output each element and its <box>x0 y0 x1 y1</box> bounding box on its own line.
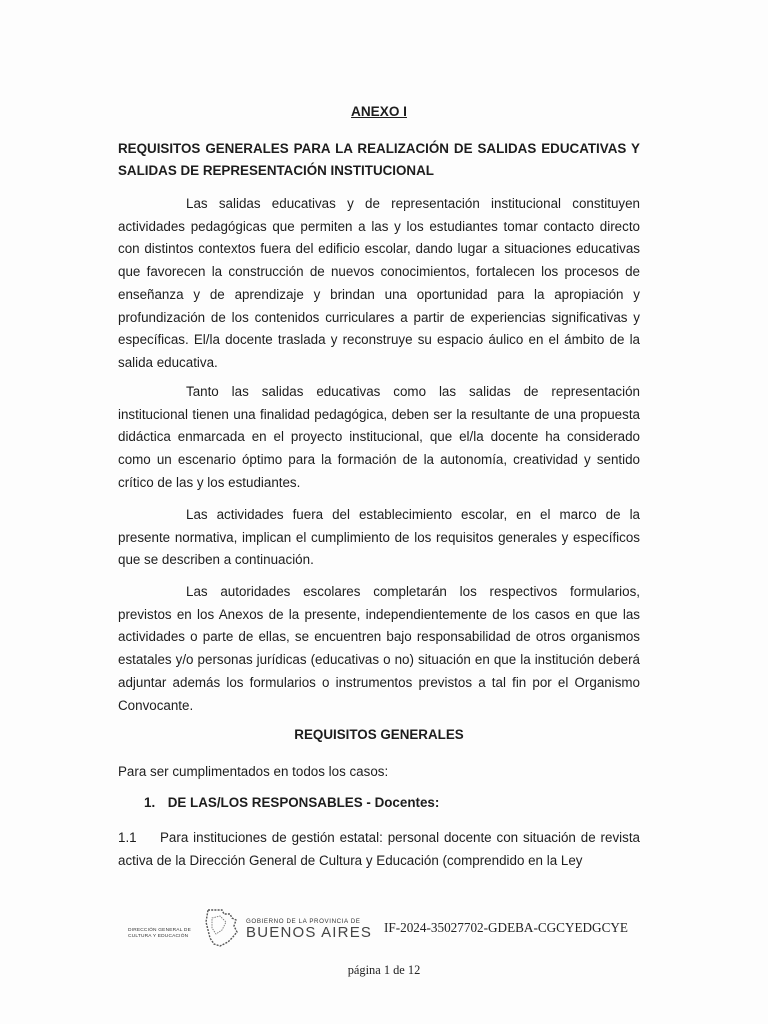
section-heading: REQUISITOS GENERALES <box>294 727 464 742</box>
document-subtitle: REQUISITOS GENERALES PARA LA REALIZACIÓN DE SALIDAS EDUCATIVAS Y SALIDAS DE REPRESENTACIÓN INSTITUCIONAL <box>118 141 640 178</box>
sub-item-text: Para instituciones de gestión estatal: personal docente con situación de revista activa de la Dirección General de Cultura y Educación (comprendido en la Ley <box>118 830 640 868</box>
paragraph-3: Las actividades fuera del establecimiento escolar, en el marco de la presente normativa, implican el cumplimiento de los requisitos generales y específicos que se describen a continuación. <box>118 507 640 568</box>
sub-item-number: 1.1 <box>118 830 137 845</box>
list-item-number: 1. <box>144 795 156 810</box>
dgce-logo: DIRECCIÓN GENERAL DE CULTURA Y EDUCACIÓN <box>128 928 191 939</box>
province-map-icon <box>204 908 238 948</box>
paragraph-4: Las autoridades escolares completarán los respectivos formularios, previstos en los Anexos de la presente, independientemente de los casos en que las actividades o parte de ellas, se encuentren bajo responsabilidad de otros organismos estatales y/o personas jurídicas (educativas o no) situación en que la institución deberá adjuntar además los formularios o instrumentos previstos a tal fin por el Organismo Convocante. <box>118 584 640 713</box>
page-number: página 1 de 12 <box>347 963 421 977</box>
gobierno-label: GOBIERNO DE LA PROVINCIA DE <box>246 918 361 925</box>
list-item-1 <box>144 795 439 810</box>
buenos-aires-label: BUENOS AIRES <box>246 924 373 941</box>
sub-item-1-1 <box>118 826 640 872</box>
paragraph-2: Tanto las salidas educativas como las salidas de representación institucional tienen una finalidad pedagógica, deben ser la resultante de una propuesta didáctica enmarcada en el proyecto institucional, que el/la docente ha considerado como un escenario óptimo para la formación de la autonomía, creatividad y sentido crítico de las y los estudiantes. <box>118 384 640 490</box>
document-title: ANEXO I <box>351 104 407 119</box>
document-reference: IF-2024-35027702-GDEBA-CGCYEDGCYE <box>384 920 628 935</box>
page-footer <box>118 902 648 952</box>
list-item-text: DE LAS/LOS RESPONSABLES - Docentes: <box>167 795 440 810</box>
paragraph-1: Las salidas educativas y de representación institucional constituyen actividades pedagógicas que permiten a las y los estudiantes tomar contacto directo con distintos contextos fuera del edificio escolar, dando lugar a situaciones educativas que favorecen la construcción de nuevos conocimientos, fortalecen los procesos de enseñanza y de aprendizaje y brindan una oportunidad para la apropiación y profundización de los contenidos curriculares a partir de experiencias significativas y específicas. El/la docente traslada y reconstruye su espacio áulico en el ámbito de la salida educativa. <box>118 196 640 370</box>
section-intro: Para ser cumplimentados en todos los casos: <box>118 764 389 779</box>
